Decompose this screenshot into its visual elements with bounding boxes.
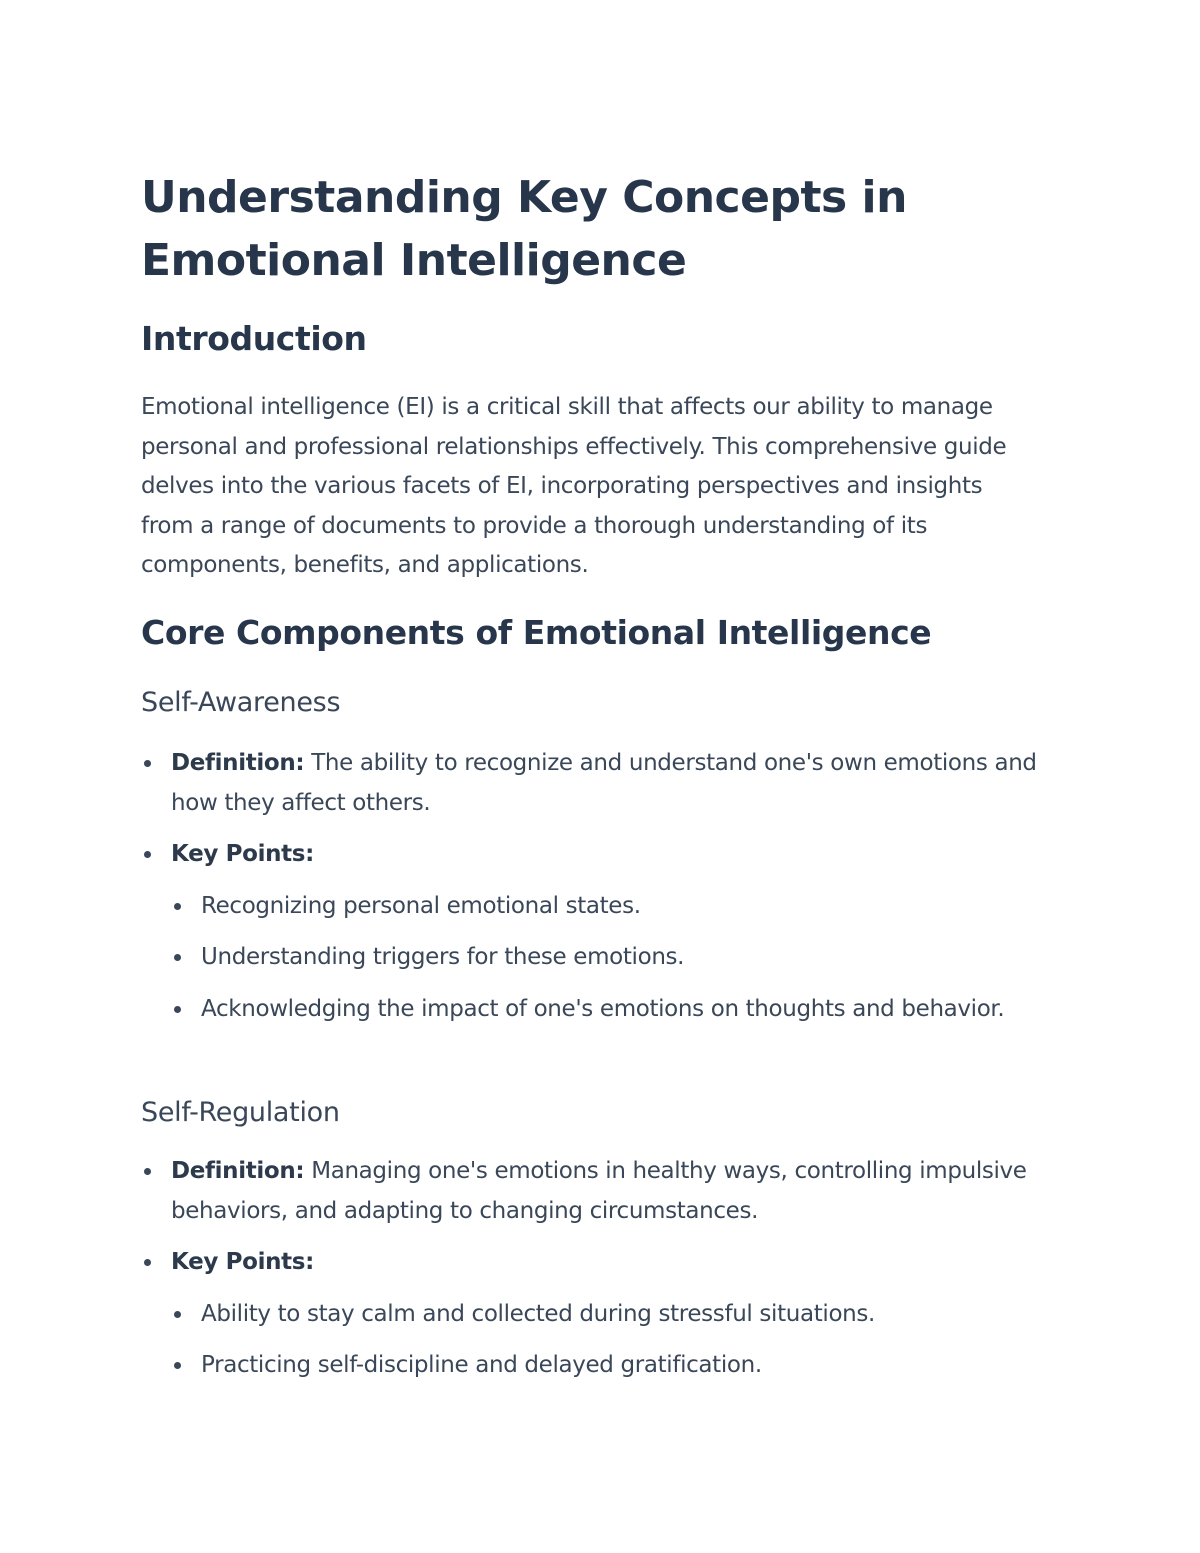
bullet-icon <box>174 1311 181 1318</box>
bullet-icon <box>174 903 181 910</box>
sub-list-item: Ability to stay calm and collected during stressful situations. <box>171 1295 1061 1335</box>
key-points-label: Key Points: <box>171 1249 314 1276</box>
introduction-paragraph: Emotional intelligence (EI) is a critical skill that affects our ability to manage personal and professional relationships effectively. This comprehensive guide delves into the various facets of EI, incorporating perspectives and insights from a range of documents to provide a thorough understanding of its components, benefits, and applications. <box>141 394 1007 579</box>
sub-list-item: Understanding triggers for these emotions. <box>171 938 1061 978</box>
key-points-sublist <box>171 1295 1061 1386</box>
key-points-label: Key Points: <box>171 841 314 868</box>
section-heading-introduction: Introduction <box>141 319 367 358</box>
self-regulation-list <box>141 1152 1061 1386</box>
definition-text: Managing one's emotions in healthy ways, controlling impulsive behaviors, and adapting to changing circumstances. <box>171 1158 1027 1224</box>
definition-text: The ability to recognize and understand one's own emotions and how they affect others. <box>171 750 1037 816</box>
list-item-key-points <box>141 835 1061 1029</box>
definition-label: Definition: <box>171 1158 305 1184</box>
sub-list-item: Recognizing personal emotional states. <box>171 887 1061 927</box>
bullet-icon <box>174 954 181 961</box>
bullet-icon <box>144 1168 151 1175</box>
sub-list-item: Practicing self-discipline and delayed gratification. <box>171 1346 1061 1386</box>
bullet-icon <box>144 760 151 767</box>
subheading-self-regulation: Self-Regulation <box>141 1097 340 1128</box>
key-points-sublist <box>171 887 1061 1030</box>
section-heading-core-components: Core Components of Emotional Intelligence <box>141 613 932 652</box>
bullet-icon <box>144 1259 151 1266</box>
bullet-icon <box>144 851 151 858</box>
list-item-key-points <box>141 1243 1061 1386</box>
list-item-definition <box>141 1152 1061 1231</box>
definition-label: Definition: <box>171 750 305 776</box>
subheading-self-awareness: Self-Awareness <box>141 687 341 718</box>
bullet-icon <box>174 1362 181 1369</box>
bullet-icon <box>174 1006 181 1013</box>
sub-list-item: Acknowledging the impact of one's emotions on thoughts and behavior. <box>171 990 1061 1030</box>
document-title: Understanding Key Concepts in Emotional Intelligence <box>141 172 907 286</box>
self-awareness-list <box>141 744 1061 1030</box>
list-item-definition <box>141 744 1061 823</box>
